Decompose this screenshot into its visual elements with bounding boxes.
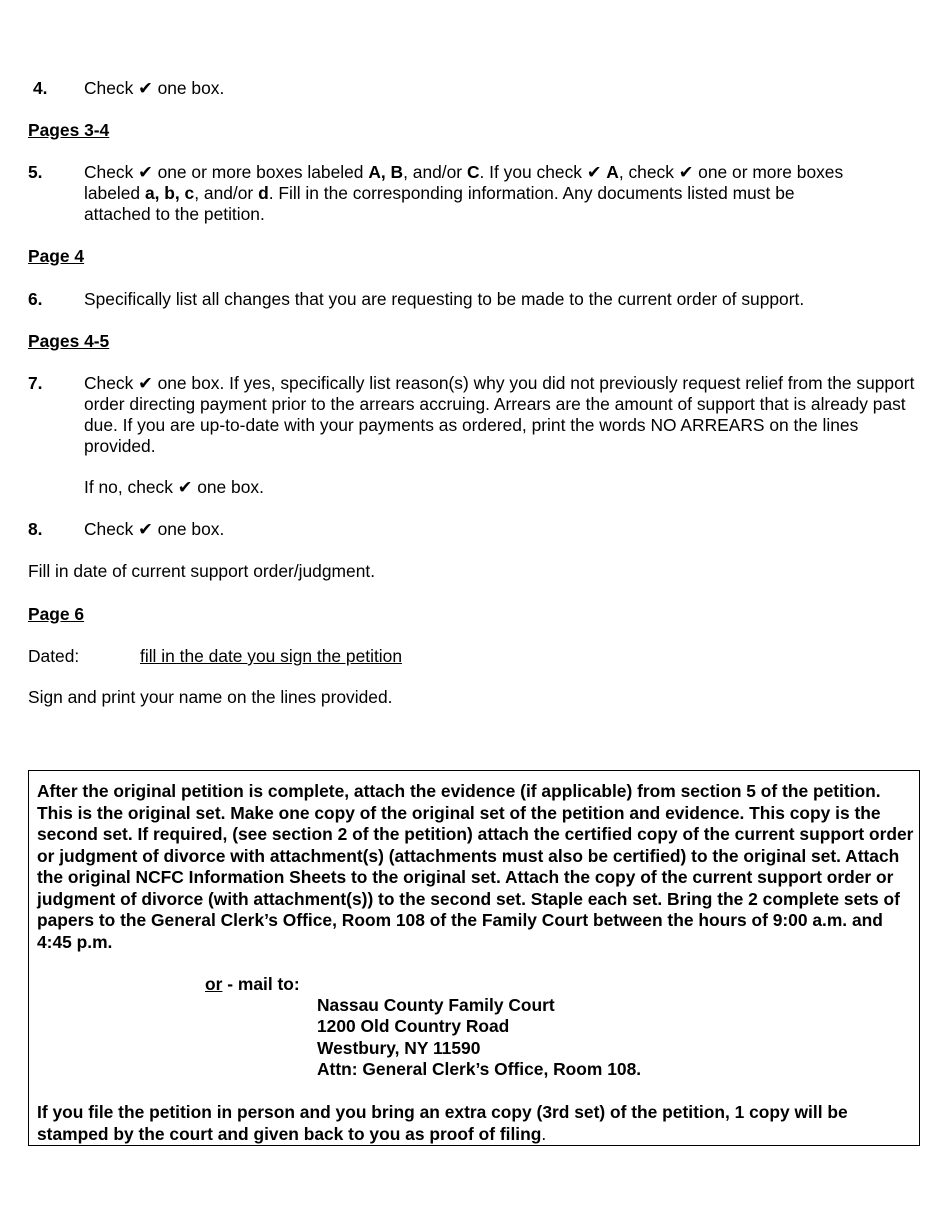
heading-pages-4-5: Pages 4-5 — [28, 331, 110, 351]
address-line-4: Attn: General Clerk’s Office, Room 108. — [317, 1059, 642, 1079]
address-line-2: 1200 Old Country Road — [317, 1016, 510, 1036]
dated-label: Dated: — [28, 646, 80, 666]
heading-page-4: Page 4 — [28, 246, 85, 266]
mail-to-line: or - mail to: — [205, 974, 300, 994]
checkmark-icon: ✔ — [678, 162, 694, 182]
item-5-text: Check ✔ one or more boxes labeled A, B, and/or C. If you check ✔ A, check ✔ one or more boxes labeled a, b, c, and/or d. Fill in the corresponding information. Any documents listed must be attached to the petition. — [84, 162, 844, 224]
item-8-text: Check ✔ one box. — [84, 519, 225, 539]
item-5-number: 5. — [28, 162, 43, 182]
item-8-number: 8. — [28, 519, 43, 539]
sign-instruction: Sign and print your name on the lines provided. — [28, 687, 393, 707]
address-line-3: Westbury, NY 11590 — [317, 1038, 481, 1058]
item-4-number: 4. — [33, 78, 48, 98]
filing-instructions-paragraph: After the original petition is complete, attach the evidence (if applicable) from section 5 of the petition. This is the original set. Make one copy of the original set of the petition and evidence. This copy is the second set. If required, (see section 2 of the petition) attach the certified copy of the current support order or judgment of divorce with attachment(s) (attachments must also be certified) to the original set. Attach the original NCFC Information Sheets to the original set. Attach the copy of the current support order or judgment of divorce (with attachment(s)) to the second set. Staple each set. Bring the 2 complete sets of papers to the General Clerk’s Office, Room 108 of the Family Court between the hours of 9:00 a.m. and 4:45 p.m. — [37, 781, 914, 952]
heading-page-6: Page 6 — [28, 604, 85, 624]
item-6-number: 6. — [28, 289, 43, 309]
address-line-1: Nassau County Family Court — [317, 995, 555, 1015]
fill-date-instruction: Fill in date of current support order/judgment. — [28, 561, 376, 581]
checkmark-icon: ✔ — [138, 78, 153, 98]
heading-pages-3-4: Pages 3-4 — [28, 120, 110, 140]
checkmark-icon: ✔ — [177, 477, 193, 497]
checkmark-icon: ✔ — [138, 162, 153, 182]
item-6-text: Specifically list all changes that you are requesting to be made to the current order of support. — [84, 289, 805, 309]
item-7-if-no: If no, check ✔ one box. — [84, 477, 264, 497]
dated-value: fill in the date you sign the petition — [140, 646, 402, 666]
item-4-text: Check ✔ one box. — [84, 78, 225, 98]
checkmark-icon: ✔ — [138, 373, 153, 393]
item-7-number: 7. — [28, 373, 43, 393]
checkmark-icon: ✔ — [586, 162, 602, 182]
closing-note: If you file the petition in person and you bring an extra copy (3rd set) of the petition, 1 copy will be stamped by the court and given back to you as proof of filing. — [37, 1102, 848, 1144]
item-7-text: Check ✔ one box. If yes, specifically list reason(s) why you did not previously request relief from the support order directing payment prior to the arrears accruing. Arrears are the amount of support that is already past due. If you are up-to-date with your payments as ordered, print the words NO ARREARS on the lines provided. — [84, 373, 915, 456]
filing-instructions-box — [28, 770, 920, 1146]
checkmark-icon: ✔ — [138, 519, 153, 539]
